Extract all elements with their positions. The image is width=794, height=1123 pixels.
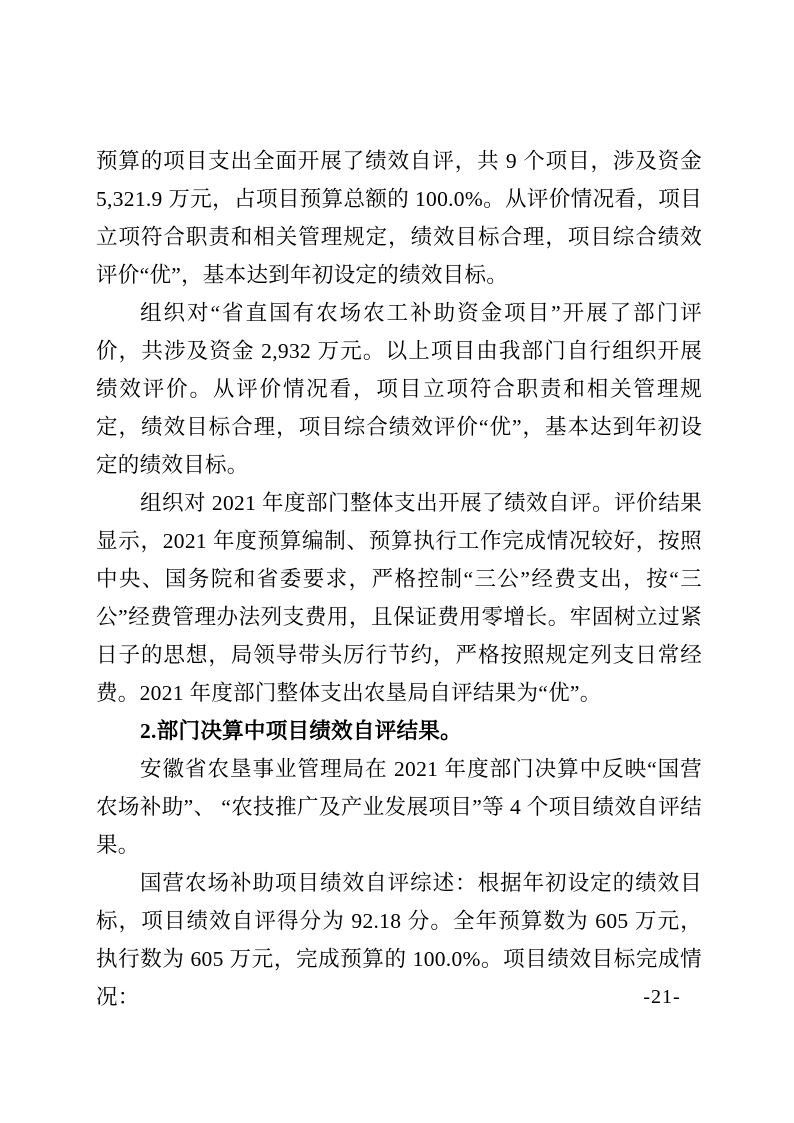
paragraph-overall-expenditure-evaluation: 组织对 2021 年度部门整体支出开展了绩效自评。评价结果显示，2021 年度预算编制、预算执行工作完成情况较好，按照中央、国务院和省委要求，严格控制“三公”经费支出，按“三公”经费管理办法列支费用，且保证费用零增长。牢固树立过紧日子的思想，局领导带头厉行节约，严格按照规定列支日常经费。2021 年度部门整体支出农垦局自评结果为“优”。 [96,491,702,705]
page-number: -21- [643,986,681,1008]
paragraph-final-accounts-projects: 安徽省农垦事业管理局在 2021 年度部门决算中反映“国营农场补助”、 “农技推广及产业发展项目”等 4 个项目绩效自评结果。 [96,757,702,857]
document-body [96,142,702,1016]
section-heading-final-accounts-results: 2.部门决算中项目绩效自评结果。 [140,719,462,743]
paragraph-state-farm-subsidy-summary: 国营农场补助项目绩效自评综述：根据年初设定的绩效目标，项目绩效自评得分为 92.18 分。全年预算数为 605 万元，执行数为 605 万元，完成预算的 100.0%。项目绩效目标完成情况： [96,871,702,1009]
paragraph-department-evaluation: 组织对“省直国有农场农工补助资金项目”开展了部门评价，共涉及资金 2,932 万元。以上项目由我部门自行组织开展绩效评价。从评价情况看，项目立项符合职责和相关管理规定，绩效目标合理，项目综合绩效评价“优”，基本达到年初设定的绩效目标。 [96,301,702,477]
paragraph-project-self-evaluation: 预算的项目支出全面开展了绩效自评，共 9 个项目，涉及资金 5,321.9 万元，占项目预算总额的 100.0%。从评价情况看，项目立项符合职责和相关管理规定，绩效目标合理，项目综合绩效评价“优”，基本达到年初设定的绩效目标。 [96,149,702,287]
